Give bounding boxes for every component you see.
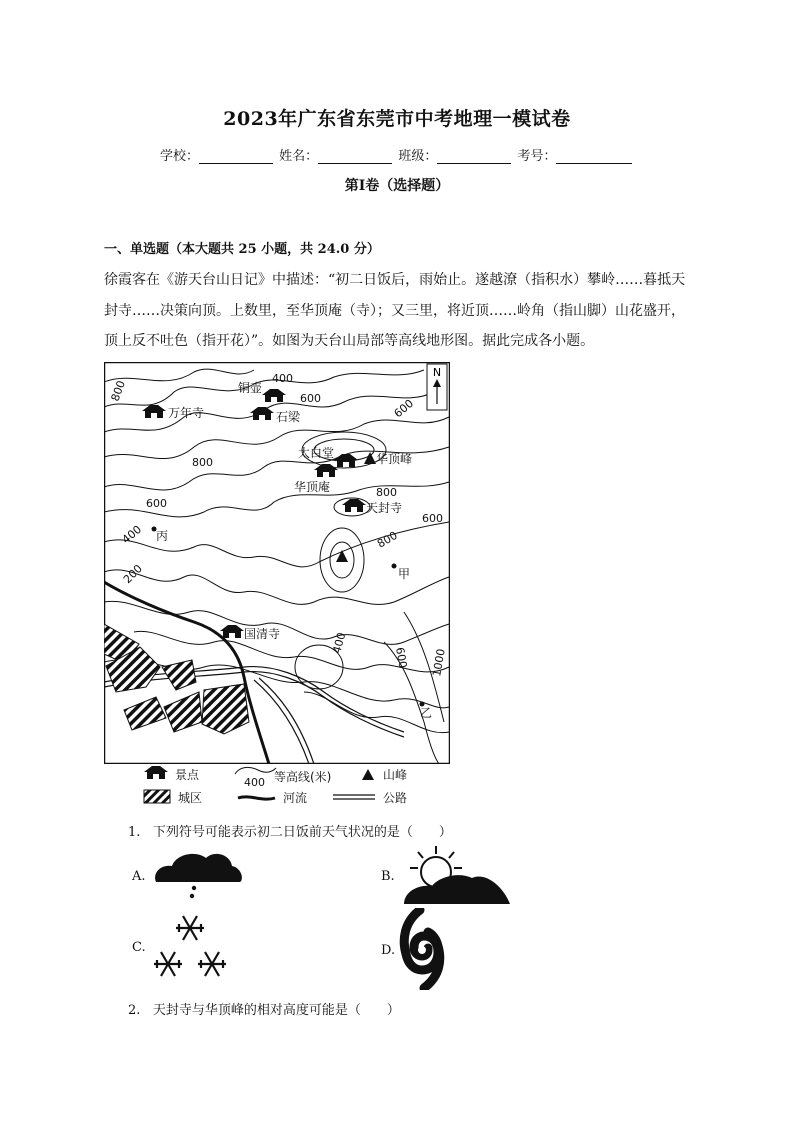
- class-blank[interactable]: [437, 151, 511, 164]
- exam-number-blank[interactable]: [556, 151, 632, 164]
- question-1: [128, 821, 452, 840]
- label-point-yi: 乙: [420, 706, 433, 720]
- label-guoqing-temple: 国清寺: [244, 627, 281, 641]
- name-blank[interactable]: [318, 151, 392, 164]
- contour-map: [104, 362, 450, 764]
- contour-label-200: 200: [120, 562, 145, 587]
- question-1-number: 1.: [128, 825, 141, 840]
- name-label: 姓名：: [279, 149, 319, 164]
- legend-river-label: 河流: [283, 791, 308, 805]
- contour-label-800a: 800: [108, 378, 129, 404]
- school-label: 学校：: [160, 149, 200, 164]
- north-label: N: [432, 366, 442, 379]
- label-taibai-hall: 太白堂: [298, 446, 335, 460]
- label-shiliang: 石梁: [276, 410, 301, 424]
- section-heading: 一、单选题（本大题共 25 小题，共 24.0 分）: [104, 242, 380, 257]
- option-d-label[interactable]: D.: [381, 943, 396, 958]
- contour-label-1000: 1000: [430, 647, 448, 678]
- legend-contour-label: 等高线(米): [274, 770, 332, 784]
- label-point-jia: 甲: [398, 567, 411, 581]
- option-c-label[interactable]: C.: [132, 940, 146, 955]
- question-2-number: 2.: [128, 1003, 141, 1018]
- contour-label-600c: 600: [146, 497, 167, 510]
- contour-label-400c: 400: [330, 631, 349, 655]
- map-legend: [140, 764, 430, 812]
- legend-road-label: 公路: [383, 791, 408, 805]
- contour-label-400b: 400: [119, 522, 145, 547]
- legend-contour-sample: 400: [244, 776, 265, 789]
- question-2: [128, 999, 400, 1018]
- legend-river-line: [238, 797, 275, 799]
- question-2-text: 天封寺与华顶峰的相对高度可能是（ ）: [152, 1003, 400, 1018]
- option-a-label[interactable]: A.: [132, 869, 146, 884]
- volume-heading: 第Ⅰ卷（选择题）: [344, 178, 450, 194]
- passage-line-1: 徐霞客在《游天台山日记》中描述：“初二日饭后，雨始止。遂越潦（指积水）攀岭……暮抵天: [104, 272, 686, 288]
- legend-urban-label: 城区: [178, 791, 203, 805]
- legend-scenic-label: 景点: [175, 768, 200, 782]
- class-label: 班级：: [398, 149, 438, 164]
- label-tonghu: 铜壶: [238, 381, 263, 395]
- legend-peak-label: 山峰: [383, 768, 408, 782]
- legend-peak-icon: [362, 769, 374, 780]
- label-wannian-temple: 万年寺: [168, 406, 205, 420]
- option-b-label[interactable]: B.: [381, 869, 395, 884]
- label-huading-peak: 华顶峰: [376, 452, 413, 466]
- label-point-bing: 丙: [156, 529, 169, 543]
- rain-cloud-icon[interactable]: [150, 848, 246, 900]
- student-info-line: [160, 145, 634, 164]
- contour-label-600d: 600: [422, 512, 443, 525]
- contour-label-600a: 600: [300, 392, 321, 405]
- contour-label-600b: 600: [391, 396, 417, 421]
- contour-label-800b: 800: [192, 456, 213, 469]
- contour-label-600e: 600: [393, 646, 410, 670]
- label-huading-an: 华顶庵: [294, 480, 331, 494]
- legend-scenic-icon: [144, 766, 168, 779]
- page-title: 2023年广东省东莞市中考地理一模试卷: [223, 108, 571, 130]
- school-blank[interactable]: [199, 151, 273, 164]
- passage-line-3: 顶上反不吐色（指开花）”。如图为天台山局部等高线地形图。据此完成各小题。: [104, 333, 595, 349]
- passage-line-2: 封寺……决策向顶。上数里，至华顶庵（寺）；又三里，将近顶……岭角（指山脚）山花盛开，: [104, 303, 685, 319]
- contour-label-400a: 400: [272, 372, 293, 385]
- contour-label-800c: 800: [376, 486, 397, 499]
- question-1-text: 下列符号可能表示初二日饭前天气状况的是（ ）: [152, 825, 452, 840]
- contour-label-800d: 800: [375, 528, 400, 551]
- sun-behind-cloud-icon[interactable]: [400, 844, 512, 906]
- label-tianfeng-temple: 天封寺: [366, 501, 403, 515]
- exam-number-label: 考号：: [517, 149, 557, 164]
- legend-urban-swatch: [144, 790, 170, 803]
- typhoon-icon[interactable]: [398, 908, 446, 990]
- snowflakes-icon[interactable]: [150, 908, 232, 984]
